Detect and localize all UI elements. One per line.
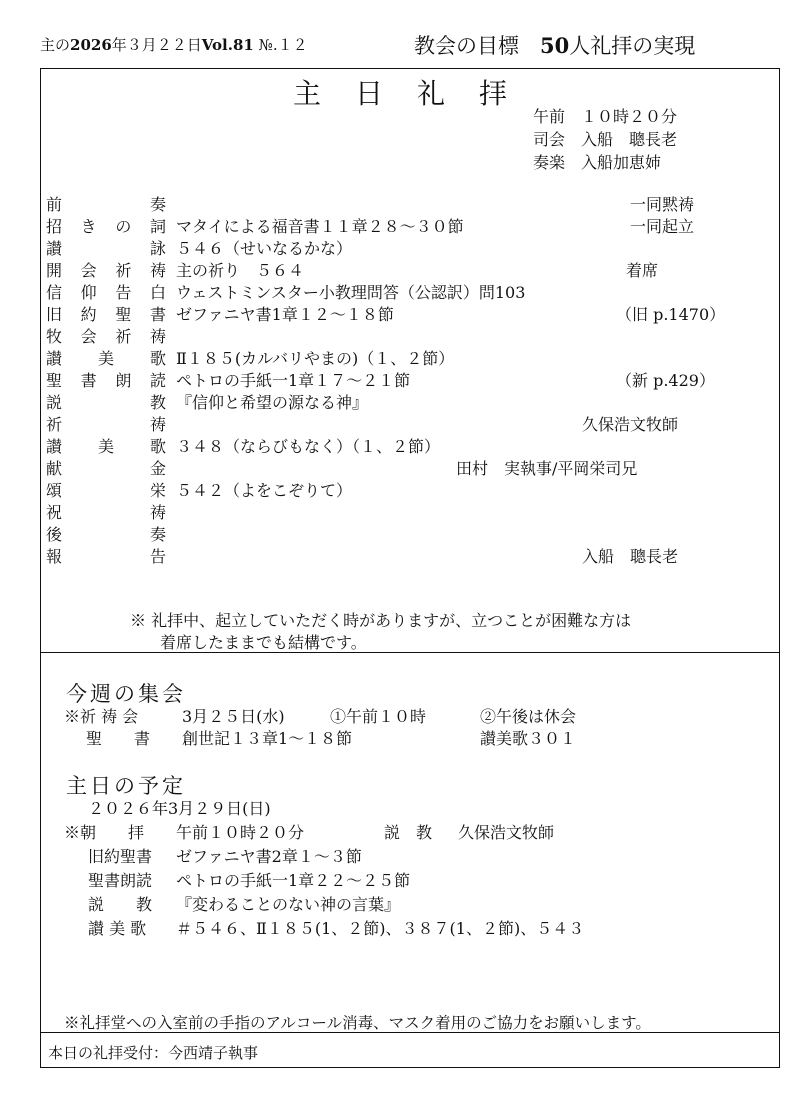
order-note: 着席 [626,261,659,280]
order-label: 旧約聖書 [46,305,166,324]
order-label: 牧会祈祷 [46,327,166,346]
date-prefix: 主の [40,36,71,54]
prayer-meeting-morning: ①午前１０時 [330,707,427,726]
order-label: 讃 詠 [46,239,166,258]
next-reading-text: ペトロの手紙一1章２２～２５節 [176,871,411,890]
worship-organist: 奏楽 入船加恵姉 [533,153,662,172]
bible-study-text: 創世記１３章1～１８節 [182,729,353,748]
order-label: 聖書朗読 [46,371,166,390]
section-divider [40,652,780,653]
order-content: 『信仰と希望の源なる神』 [176,393,369,412]
order-content: マタイによる福音書１１章２８～３０節 [176,217,464,236]
order-content: 主の祈り ５６４ [176,261,305,280]
goal-label: 教会の目標 [414,34,540,58]
goal-text: 人礼拝の実現 [569,34,696,58]
bible-study-hymn: 讃美歌３０１ [480,729,577,748]
standing-notice-line2: 着席したままでも結構です。 [160,633,367,652]
order-content: ペトロの手紙一1章１７～２１節 [176,371,411,390]
worship-time: 午前 １０時２０分 [533,107,678,126]
next-sermon-title: 『変わることのない神の言葉』 [176,895,401,914]
next-ot-text: ゼファニヤ書2章１～３節 [176,847,362,866]
order-label: 祝 祷 [46,503,166,522]
next-sermon-inline-label: 説 教 [384,823,433,842]
next-sunday-date: ２０２６年3月２９日(日) [88,799,271,818]
bible-study-label: 聖 書 [86,729,151,748]
order-content: ３４８（ならびもなく）（１、２節） [176,437,441,456]
next-hymns: ＃５４６、Ⅱ１８５(1、２節)、３８７(1、２節)、５４３ [176,919,585,938]
order-content: ゼファニヤ書1章１２～１８節 [176,305,394,324]
bulletin-date-line [40,34,308,55]
worship-presider: 司会 入船 聰長老 [533,130,678,149]
order-label: 頌 栄 [46,481,166,500]
order-label: 献 金 [46,459,166,478]
hygiene-notice: ※礼拝堂への入室前の手指のアルコール消毒、マスク着用のご協力をお願いします。 [64,1014,651,1032]
order-note: 一同黙祷 [630,195,695,214]
order-note: 入船 聰長老 [582,547,679,566]
order-content: Ⅱ１８５(カルバリやまの)（１、２節） [176,349,455,368]
date-year: 2026 [70,36,112,54]
order-content: ウェストミンスター小教理問答（公認訳）問103 [176,283,526,302]
worship-title: 主日礼拝 [292,77,541,110]
goal-number: 50 [540,33,570,58]
order-note: （旧 p.1470） [616,305,726,324]
next-worship-label: ※朝 拝 [64,823,145,842]
order-note: 田村 実執事/平岡栄司兄 [456,459,638,478]
next-preacher: 久保浩文牧師 [458,823,555,842]
prayer-meeting-label: ※祈 祷 会 [64,707,139,726]
order-label: 讃美歌 [46,349,166,368]
order-label: 讃美歌 [46,437,166,456]
prayer-meeting-afternoon: ②午後は休会 [480,707,577,726]
reception-duty: 本日の礼拝受付：今西靖子執事 [48,1044,259,1062]
order-label: 前 奏 [46,195,166,214]
order-note: 久保浩文牧師 [582,415,679,434]
order-label: 祈 祷 [46,415,166,434]
order-content: ５４６（せいなるかな） [176,239,353,258]
standing-notice-line1: ※ 礼拝中、起立していただく時がありますが、立つことが困難な方は [130,611,632,630]
next-hymn-label: 讃 美 歌 [88,919,147,938]
date-suffix: 年３月２２日 [111,36,202,54]
prayer-meeting-date: 3月２５日(水) [182,707,285,726]
order-row [46,544,776,569]
next-sunday-title: 主日の予定 [66,774,186,798]
order-label: 後 奏 [46,525,166,544]
next-sermon-label: 説 教 [88,895,153,914]
issue-number: №.１２ [258,36,308,54]
church-goal [414,30,695,60]
weekly-meetings-title: 今週の集会 [66,682,186,706]
order-content: ５４２（よをこぞりて） [176,481,353,500]
next-reading-label: 聖書朗読 [88,871,153,890]
order-label: 招きの詞 [46,217,166,236]
order-label: 説 教 [46,393,166,412]
order-label: 報 告 [46,547,166,566]
order-note: 一同起立 [630,217,695,236]
order-label: 開会祈祷 [46,261,166,280]
order-note: （新 p.429） [616,371,715,390]
next-ot-label: 旧約聖書 [88,847,153,866]
next-worship-time: 午前１０時２０分 [176,823,305,842]
volume-number: Vol.81 [201,36,254,54]
order-label: 信仰告白 [46,283,166,302]
